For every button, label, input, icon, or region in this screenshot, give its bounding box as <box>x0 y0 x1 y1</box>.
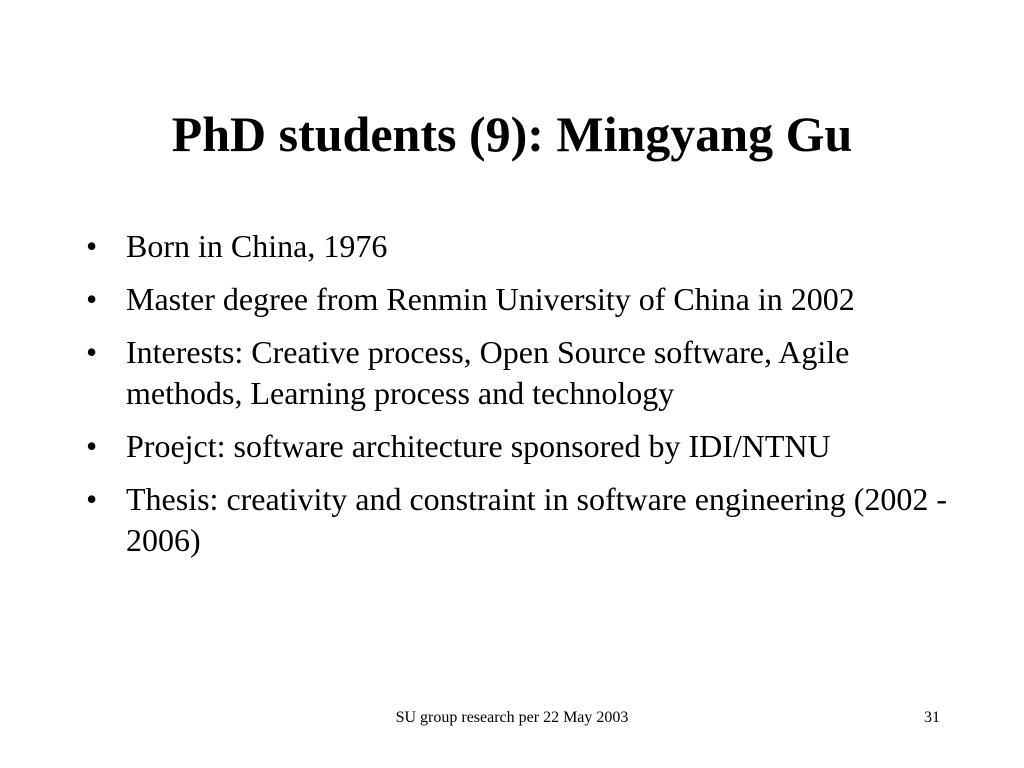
bullet-item-thesis <box>86 479 956 561</box>
bullet-text: Thesis: creativity and constraint in software engineering (2002 - 2006) <box>126 481 948 558</box>
bullet-icon: • <box>86 228 98 264</box>
bullet-icon: • <box>86 281 98 317</box>
bullet-list <box>86 226 956 573</box>
bullet-item-master-degree <box>86 279 956 320</box>
bullet-text: Interests: Creative process, Open Source software, Agile methods, Learning process and technology <box>126 334 850 411</box>
bullet-item-interests <box>86 332 956 414</box>
footer-text: SU group research per 22 May 2003 <box>395 709 629 726</box>
bullet-icon: • <box>86 334 98 370</box>
bullet-text: Master degree from Renmin University of China in 2002 <box>126 281 855 317</box>
bullet-item-born <box>86 226 956 267</box>
page-number: 31 <box>924 709 940 726</box>
bullet-text: Born in China, 1976 <box>126 228 388 264</box>
bullet-text: Proejct: software architecture sponsored by IDI/NTNU <box>126 428 831 464</box>
slide-title: PhD students (9): Mingyang Gu <box>171 106 853 162</box>
bullet-icon: • <box>86 481 98 517</box>
bullet-icon: • <box>86 428 98 464</box>
bullet-item-project <box>86 426 956 467</box>
